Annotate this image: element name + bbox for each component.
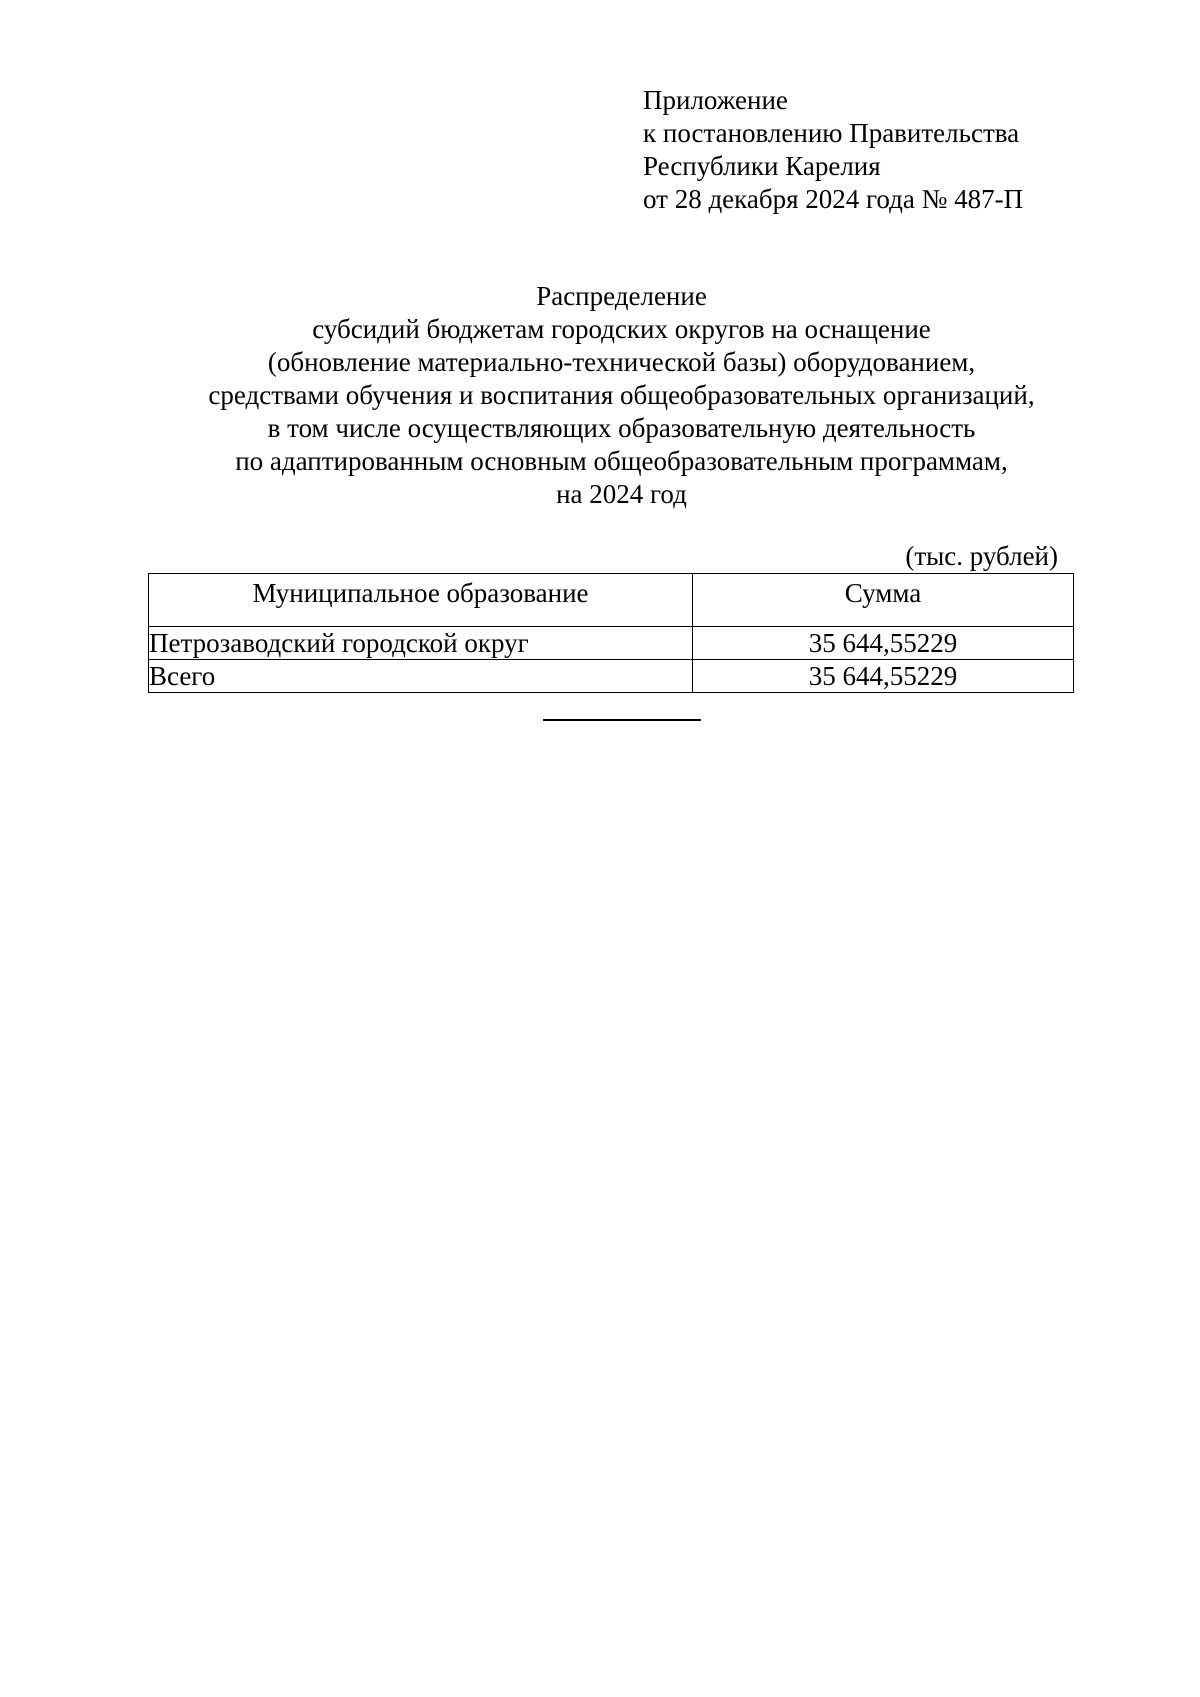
appendix-line: к постановлению Правительства (643, 118, 1020, 148)
title-line: Распределение (536, 281, 707, 311)
total-label-cell: Всего (149, 660, 693, 693)
title-line: субсидий бюджетам городских округов на оснащение (312, 314, 931, 344)
units-label: (тыс. рублей) (905, 541, 1058, 571)
document-title (0, 280, 1200, 511)
title-line: по адаптированным основным общеобразовательным программам, (235, 446, 1008, 476)
distribution-table (148, 573, 1074, 693)
appendix-line: Республики Карелия (643, 151, 881, 181)
header-sum: Сумма (693, 574, 1074, 627)
title-line: на 2024 год (556, 479, 687, 509)
table-header-row (149, 574, 1074, 627)
appendix-line: Приложение (643, 85, 788, 115)
municipality-cell: Петрозаводский городской округ (149, 627, 693, 660)
total-sum-cell: 35 644,55229 (693, 660, 1074, 693)
appendix-block (643, 84, 1023, 216)
title-line: в том числе осуществляющих образовательную деятельность (267, 413, 976, 443)
title-line: средствами обучения и воспитания общеобразовательных организаций, (208, 380, 1035, 410)
end-divider (543, 719, 701, 721)
sum-cell: 35 644,55229 (693, 627, 1074, 660)
table-row (149, 627, 1074, 660)
table-row-total (149, 660, 1074, 693)
title-line: (обновление материально-технической базы) оборудованием, (267, 347, 976, 377)
appendix-line: от 28 декабря 2024 года № 487-П (643, 184, 1024, 214)
header-municipality: Муниципальное образование (149, 574, 693, 627)
